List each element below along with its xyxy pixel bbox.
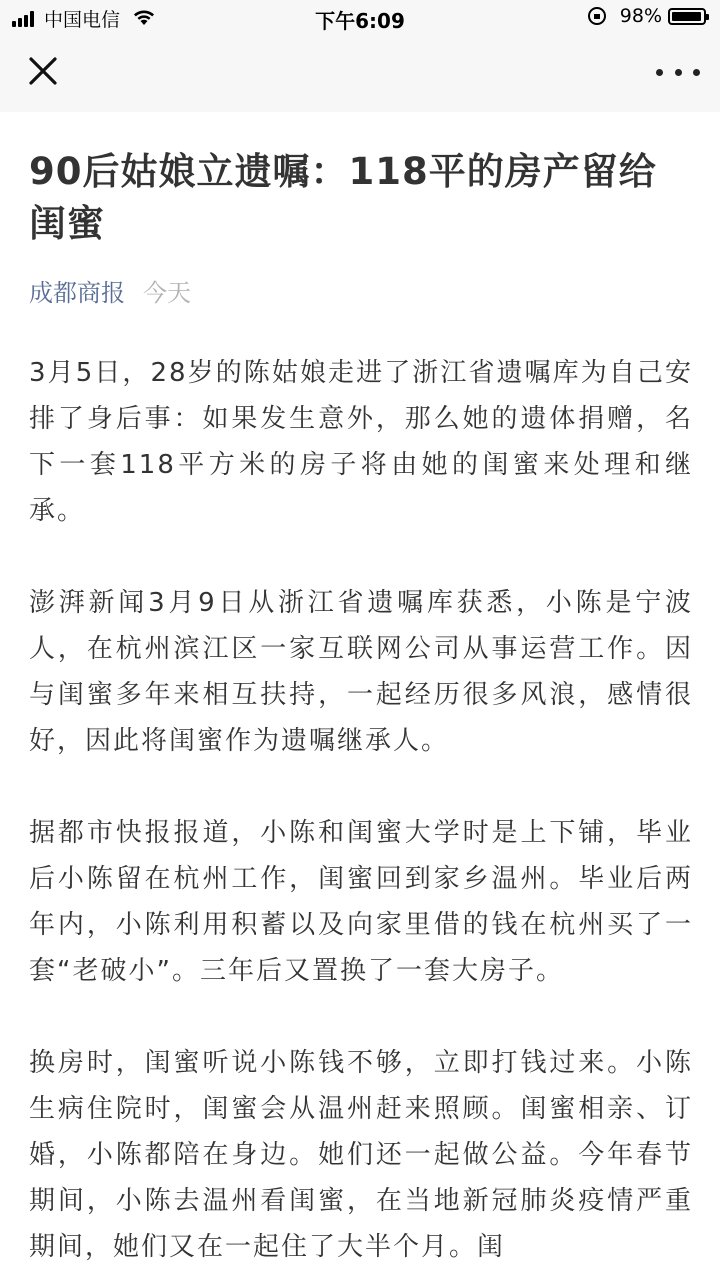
- article-content: [29, 350, 693, 1270]
- article-paragraph: 换房时，闺蜜听说小陈钱不够，立即打钱过来。小陈生病住院时，闺蜜会从温州赶来照顾。闺蜜相亲、订婚，小陈都陪在身边。她们还一起做公益。今年春节期间，小陈去温州看闺蜜，在当地新冠肺炎疫情严重期间，她们又在一起住了大半个月。闺: [29, 1048, 693, 1262]
- more-button[interactable]: [656, 56, 700, 88]
- article-meta: [29, 276, 693, 310]
- article-paragraph: 据都市快报报道，小陈和闺蜜大学时是上下铺，毕业后小陈留在杭州工作，闺蜜回到家乡温州。毕业后两年内，小陈利用积蓄以及向家里借的钱在杭州买了一套“老破小”。三年后又置换了一套大房子。: [29, 818, 693, 986]
- article: [29, 112, 693, 1280]
- status-time: 下午6:09: [315, 9, 405, 33]
- nav-bar: [0, 36, 720, 112]
- more-icon-dot: [656, 69, 663, 76]
- carrier-label: 中国电信: [44, 9, 121, 31]
- close-icon: [22, 50, 66, 94]
- more-icon-dot: [675, 69, 682, 76]
- article-source-link[interactable]: 成都商报: [29, 279, 125, 307]
- more-icon-dot: [693, 69, 700, 76]
- article-date: 今天: [143, 279, 191, 307]
- rotation-lock-icon: [588, 7, 606, 25]
- battery-percent: 98%: [619, 5, 662, 27]
- status-right: [588, 5, 706, 27]
- article-paragraph: 3月5日，28岁的陈姑娘走进了浙江省遗嘱库为自己安排了身后事：如果发生意外，那么她的遗体捐赠，名下一套118平方米的房子将由她的闺蜜来处理和继承。: [29, 358, 693, 526]
- battery-fill: [672, 12, 701, 21]
- article-title: 90后姑娘立遗嘱：118平的房产留给闺蜜: [29, 150, 657, 245]
- battery-icon: [668, 8, 706, 25]
- close-button[interactable]: [22, 50, 66, 94]
- article-paragraph: 澎湃新闻3月9日从浙江省遗嘱库获悉，小陈是宁波人，在杭州滨江区一家互联网公司从事运营工作。因与闺蜜多年来相互扶持，一起经历很多风浪，感情很好，因此将闺蜜作为遗嘱继承人。: [29, 588, 693, 756]
- status-bar: [0, 0, 720, 36]
